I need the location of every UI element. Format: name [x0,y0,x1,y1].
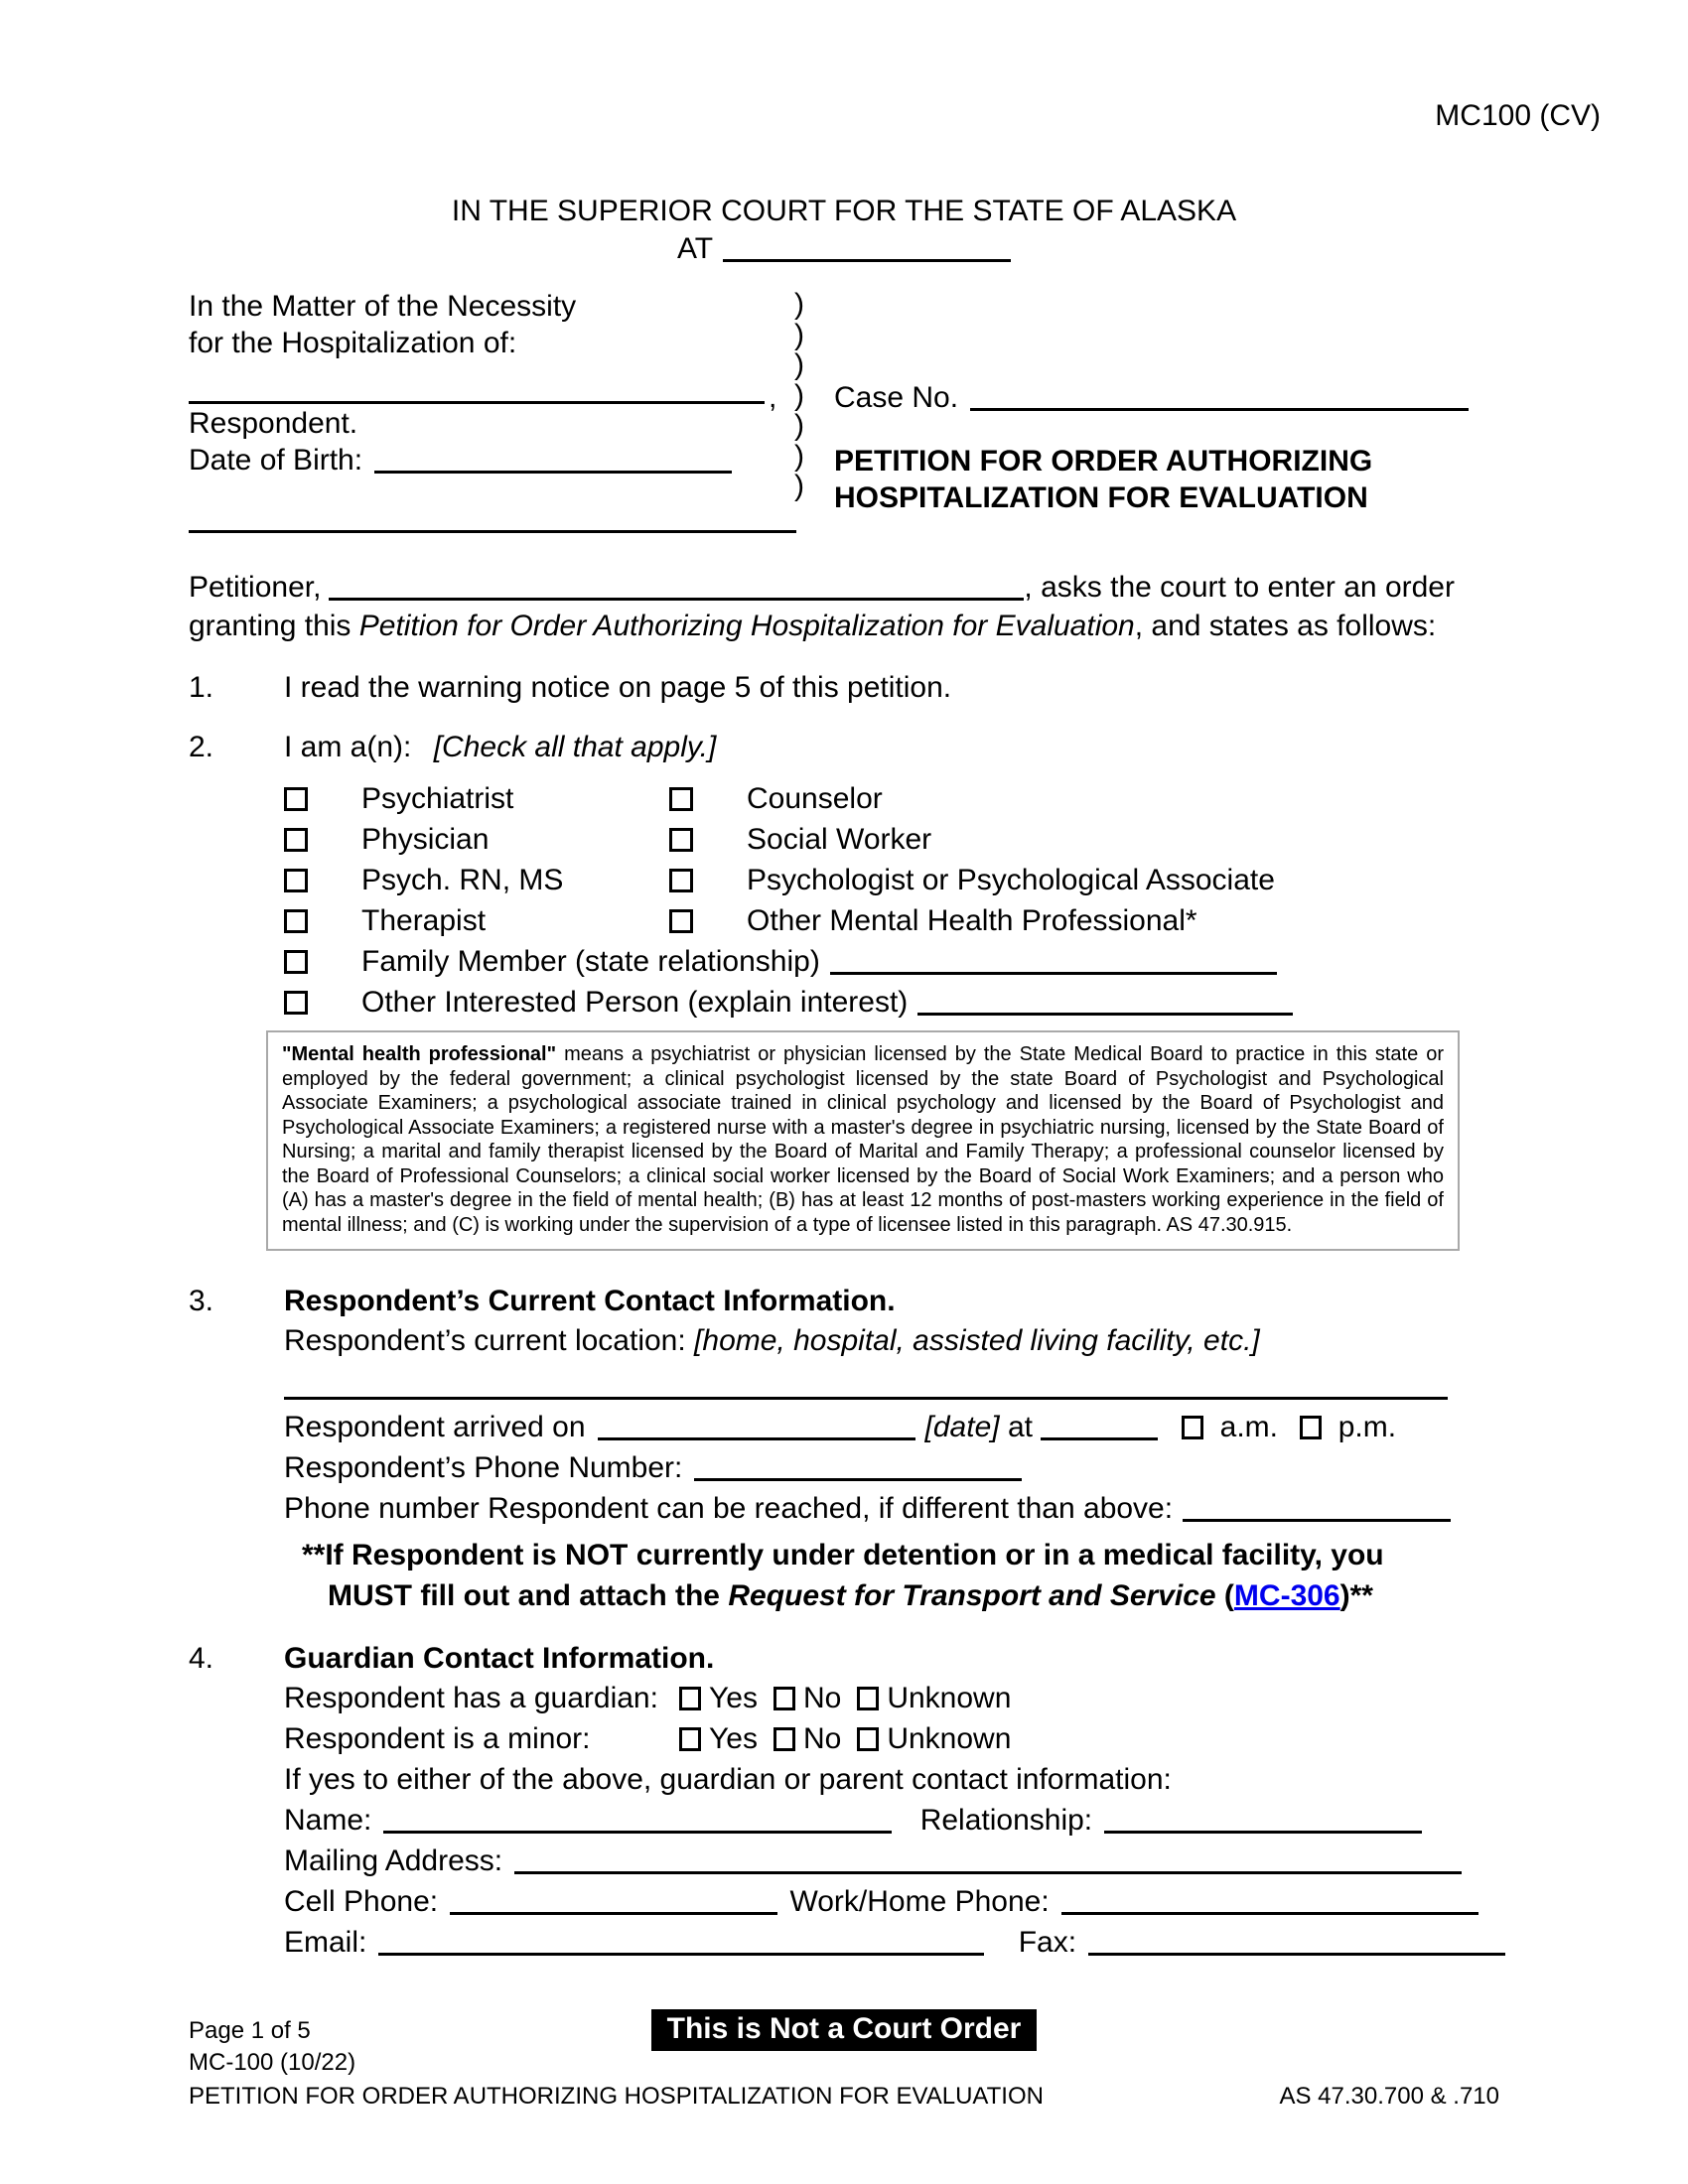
option-label: Other Mental Health Professional* [747,904,1197,937]
guardian-email-row [284,1922,1505,1963]
item-4-content [284,1642,1505,1963]
checkbox-guardian-unknown[interactable] [857,1687,879,1710]
caption-block [189,288,1499,514]
item-3-content [284,1285,1499,1616]
guardian-address-row [284,1841,1505,1881]
unknown-label: Unknown [887,1722,1012,1755]
guardian-work-blank[interactable] [1061,1912,1478,1915]
footer-statute: AS 47.30.700 & .710 [1279,2083,1499,2110]
petition-title-line1: PETITION FOR ORDER AUTHORIZING [834,445,1373,478]
case-number-blank[interactable] [970,408,1469,411]
checkbox-counselor[interactable] [669,787,693,811]
transport-warning-open-paren: ( [1215,1579,1234,1612]
respondent-phone-blank[interactable] [694,1478,1022,1481]
granting-suffix: , and states as follows: [1134,610,1437,642]
guardian-relationship-label: Relationship: [919,1804,1093,1837]
checkbox-cell [284,900,361,941]
checkbox-minor-no[interactable] [774,1727,795,1751]
checkbox-cell [669,900,747,941]
other-interest-blank[interactable] [917,1013,1293,1016]
family-relationship-blank[interactable] [830,972,1277,975]
checkbox-minor-unknown[interactable] [857,1727,879,1751]
other-interest-label: Other Interested Person (explain interest) [361,986,909,1019]
document-body [189,568,1499,1963]
footer-form-title: PETITION FOR ORDER AUTHORIZING HOSPITALIZATION FOR EVALUATION [189,2083,1044,2110]
court-at-label: AT [676,232,714,265]
yes-label: Yes [709,1682,758,1714]
petitioner-asks-text: , asks the court to enter an order [1024,571,1455,604]
arrival-date-blank[interactable] [598,1437,915,1440]
mc-306-link[interactable]: MC-306 [1233,1579,1340,1612]
court-location-line [0,232,1688,266]
family-member-row [284,941,1499,982]
checkbox-social-worker[interactable] [669,828,693,852]
caption-matter-line2: for the Hospitalization of: [189,327,517,359]
minor-question-label: Respondent is a minor: [284,1722,591,1755]
item-3-number: 3. [189,1285,214,1317]
not-a-court-order-stamp: This is Not a Court Order [651,2009,1038,2051]
guardian-address-blank[interactable] [514,1871,1462,1874]
dob-blank[interactable] [374,471,732,474]
item-2-number: 2. [189,731,214,763]
checkbox-cell [284,778,361,819]
caption-paren: ) [794,288,804,321]
footer-page-number: Page 1 of 5 [189,2017,311,2044]
checkbox-minor-yes[interactable] [679,1727,701,1751]
arrived-label: Respondent arrived on [284,1411,586,1443]
item-4-heading: Guardian Contact Information. [284,1642,715,1675]
checkbox-cell [669,860,747,900]
item-1-number: 1. [189,671,214,704]
option-label: Counselor [747,782,883,815]
unknown-label: Unknown [887,1682,1012,1714]
guardian-name-row [284,1800,1505,1841]
guardian-question-label: Respondent has a guardian: [284,1682,658,1714]
court-at-blank[interactable] [723,259,1011,262]
item-2-lead: I am a(n): [284,731,412,763]
granting-italic-title: Petition for Order Authorizing Hospitalization for Evaluation [358,610,1135,642]
option-label: Physician [361,823,490,856]
guardian-phones-row [284,1881,1505,1922]
checkbox-pm[interactable] [1300,1416,1322,1439]
guardian-email-label: Email: [284,1926,367,1959]
transport-warning-prefix: MUST fill out and attach the [328,1579,729,1612]
item-2 [189,731,1499,1251]
checkbox-cell [669,778,747,819]
no-label: No [802,1722,842,1755]
at-label: at [1007,1411,1033,1443]
am-label: a.m. [1219,1411,1279,1443]
item-1 [189,671,1499,705]
guardian-email-blank[interactable] [378,1953,984,1956]
checkbox-physician[interactable] [284,828,308,852]
professional-checkbox-grid [284,778,1499,941]
transport-warning-line1: **If Respondent is NOT currently under detention or in a medical facility, you [302,1539,1384,1571]
petitioner-label: Petitioner, [189,571,322,604]
case-number-label: Case No. [834,381,959,414]
option-label: Social Worker [747,823,932,856]
other-interest-line [361,982,1499,1023]
caption-paren: ) [794,409,804,442]
checkbox-guardian-yes[interactable] [679,1687,701,1710]
caption-paren: ) [794,439,804,473]
checkbox-psychologist[interactable] [669,869,693,892]
item-2-instruction: [Check all that apply.] [433,731,717,763]
checkbox-guardian-no[interactable] [774,1687,795,1710]
respondent-location-line [284,1320,1499,1361]
respondent-label: Respondent. [189,407,358,440]
definition-text: means a psychiatrist or physician licensed by the State Medical Board to practice in this state or employed by the federal government; a clinical psychologist licensed by the state Board of Psychologist and Psychological Associate Examiners; a psychological associate trained in clinical psychology and licensed by the Board of Psychologist and Psychological Associate Examiners; a registered nurse with a master's degree in psychiatric nursing, licensed by the State Board of Nursing; a marital and family therapist licensed by the Board of Marital and Family Therapy; a professional counselor licensed by the Board of Professional Counselors; a clinical social worker licensed by the Board of Social Work Examiners; and a person who (A) has a master's degree in the field of mental health; (B) has at least 12 months of post-masters working experience in the field of mental illness; and (C) is working under the supervision of a type of licensee listed in this paragraph. AS 47.30.915. [282,1043,1445,1236]
granting-prefix: granting this [189,610,359,642]
petitioner-intro [189,568,1499,645]
dob-line [189,444,732,478]
item-3 [189,1285,1499,1616]
caption-comma: , [769,381,777,414]
guardian-question-row [284,1678,1505,1718]
caption-paren-column [794,290,834,502]
respondent-phone-line [284,1447,1499,1488]
item-4-number: 4. [189,1642,214,1675]
transport-form-title: Request for Transport and Service [728,1579,1216,1612]
checkbox-family-member[interactable] [284,950,308,974]
option-label: Psychologist or Psychological Associate [747,864,1275,896]
option-label: Therapist [361,904,487,937]
item-2-content [284,731,1499,1251]
case-number-line [834,381,1469,415]
checkbox-cell [284,860,361,900]
guardian-work-label: Work/Home Phone: [789,1885,1050,1918]
checkbox-other-interested-person[interactable] [284,991,308,1015]
caption-paren: ) [794,378,804,412]
item-1-text: I read the warning notice on page 5 of this petition. [284,671,952,704]
transport-warning-suffix: )** [1339,1579,1373,1612]
checkbox-psych-rn-ms[interactable] [284,869,308,892]
family-member-line [361,941,1499,982]
item-2-lead-line [284,731,1499,764]
form-code: MC100 (CV) [1435,99,1601,132]
respondent-phone-label: Respondent’s Phone Number: [284,1451,683,1484]
guardian-name-label: Name: [284,1804,372,1837]
option-label: Psychiatrist [361,782,514,815]
checkbox-am[interactable] [1182,1416,1203,1439]
yes-label: Yes [709,1722,758,1755]
respondent-name-blank[interactable] [189,401,765,404]
no-label: No [802,1682,842,1714]
caption-matter-line1: In the Matter of the Necessity [189,290,577,323]
alt-phone-label: Phone number Respondent can be reached, if different than above: [284,1492,1174,1525]
other-interested-person-row [284,982,1499,1023]
dob-label: Date of Birth: [189,444,363,477]
checkbox-cell [669,819,747,860]
caption-paren: ) [794,318,804,351]
alt-phone-line [284,1488,1499,1529]
caption-bottom-rule [189,530,796,533]
pm-label: p.m. [1337,1411,1397,1443]
guardian-address-label: Mailing Address: [284,1844,503,1877]
minor-question-row [284,1718,1505,1759]
respondent-location-label: Respondent’s current location: [284,1324,686,1357]
checkbox-other-mental-health-professional[interactable] [669,909,693,933]
if-yes-text: If yes to either of the above, guardian or parent contact information: [284,1763,1172,1796]
caption-paren: ) [794,470,804,502]
item-3-heading: Respondent’s Current Contact Information. [284,1285,896,1317]
page-footer [189,2012,1499,2128]
guardian-fax-blank[interactable] [1088,1953,1505,1956]
guardian-relationship-blank[interactable] [1104,1831,1422,1834]
guardian-fax-label: Fax: [1018,1926,1077,1959]
date-hint: [date] [924,1411,1000,1443]
court-heading: IN THE SUPERIOR COURT FOR THE STATE OF ALASKA [451,195,1237,227]
petition-title-line2: HOSPITALIZATION FOR EVALUATION [834,481,1368,514]
transport-warning [284,1535,1499,1616]
respondent-location-blank[interactable] [284,1397,1448,1400]
footer-form-revision: MC-100 (10/22) [189,2049,356,2076]
checkbox-cell [284,819,361,860]
petitioner-name-blank[interactable] [329,598,1024,601]
checkbox-psychiatrist[interactable] [284,787,308,811]
caption-right [834,290,1499,514]
guardian-name-blank[interactable] [383,1831,892,1834]
guardian-cell-blank[interactable] [450,1912,777,1915]
family-member-label: Family Member (state relationship) [361,945,820,978]
respondent-location-hint: [home, hospital, assisted living facility, etc.] [694,1324,1260,1357]
respondent-arrived-line [284,1407,1499,1447]
checkbox-cell [284,982,361,1023]
alt-phone-blank[interactable] [1183,1519,1451,1522]
item-4 [189,1642,1499,1963]
guardian-cell-label: Cell Phone: [284,1885,439,1918]
definition-term: "Mental health professional" [282,1043,557,1065]
arrival-time-blank[interactable] [1041,1437,1158,1440]
option-label: Psych. RN, MS [361,864,564,896]
caption-paren: ) [794,348,804,381]
caption-left [189,290,794,477]
mental-health-professional-definition-box [266,1030,1460,1251]
checkbox-cell [284,941,361,982]
checkbox-therapist[interactable] [284,909,308,933]
